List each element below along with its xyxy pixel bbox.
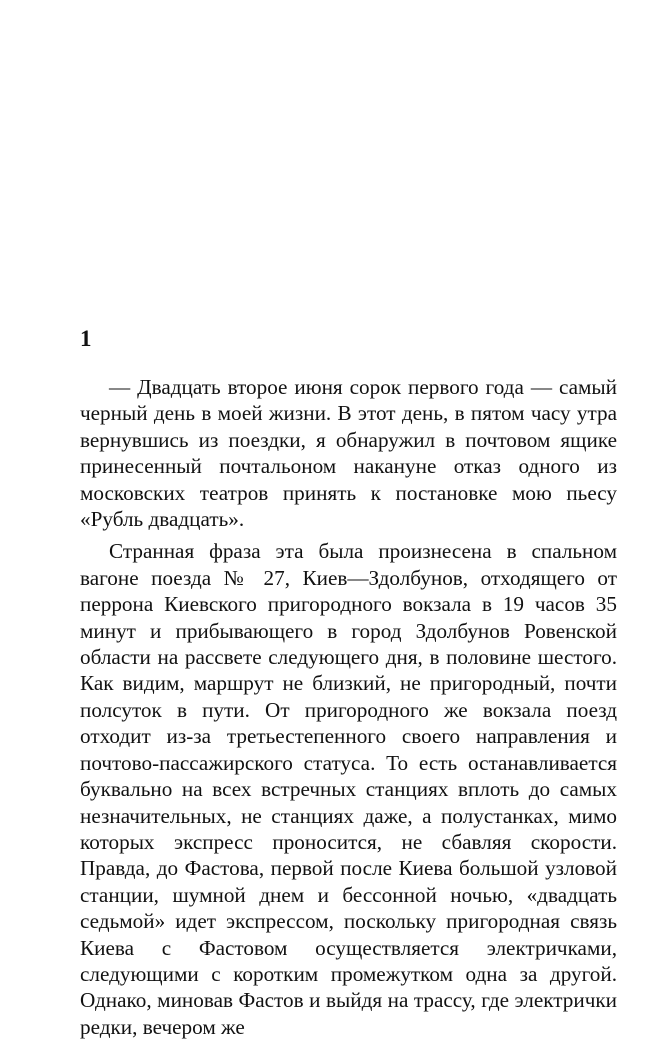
paragraph: Странная фраза эта была произнесена в спальном вагоне поезда № 27, Киев—Здолбунов, отходящего от перрона Киевского пригородного вокзала в 19 часов 35 минут и прибывающего в город Здолбунов Ровенской области на рассвете следующего дня, в половине шестого. Как видим, маршрут не близкий, не пригородный, почти полсуток в пути. От пригородного же вокзала поезд отходит из-за третьестепенного своего направления и почтово-пассажирского статуса. То есть останавливается буквально на всех встречных станциях вплоть до самых незначительных, не станциях даже, а полустанках, мимо которых экспресс проносится, не сбавляя скорости. Правда, до Фастова, первой после Киева большой узловой станции, шумной днем и бессонной ночью, «двадцать седьмой» идет экспрессом, поскольку пригородная связь Киева с Фастовом осуществляется электричками, следующими с коротким промежутком одна за другой. Однако, миновав Фастов и выйдя на трассу, где электрички редки, вечером же xyxy=(80,539,617,1039)
chapter-text xyxy=(80,374,617,1040)
chapter-number: 1 xyxy=(80,326,92,351)
paragraph: — Двадцать второе июня сорок первого года — самый черный день в моей жизни. В этот день, в пятом часу утра вернувшись из поездки, я обнаружил в почтовом ящике принесенный почтальоном накануне отказ одного из московских театров принять к постановке мою пьесу «Рубль двадцать». xyxy=(80,375,617,532)
